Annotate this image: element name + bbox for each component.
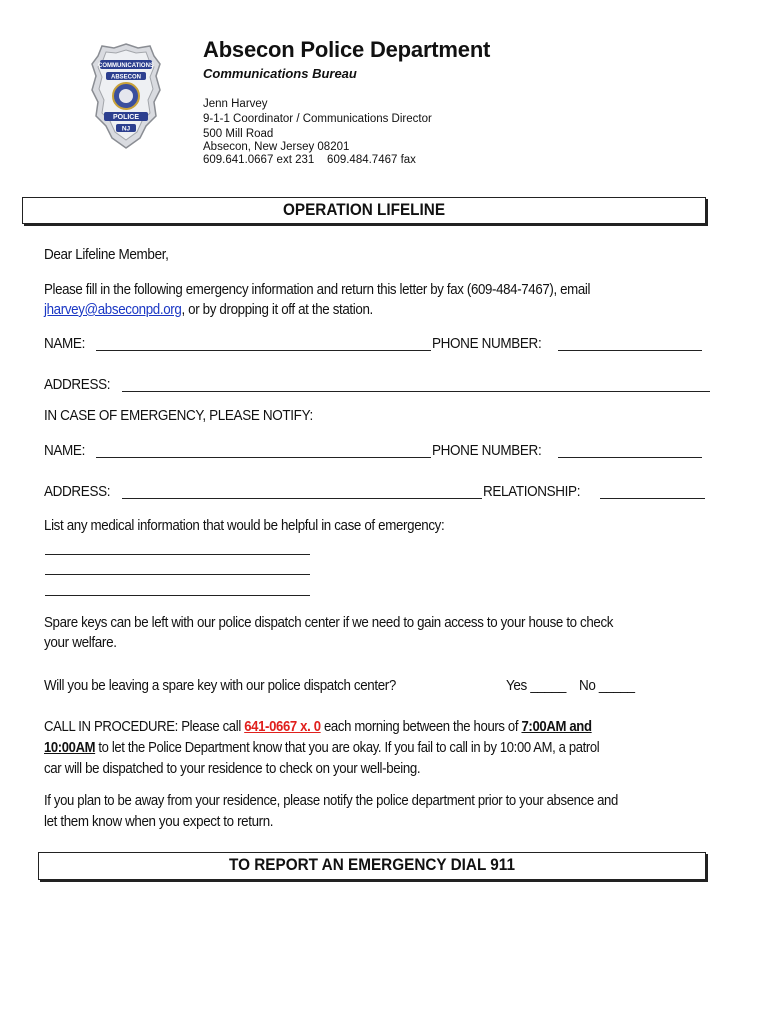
intro-line-2 bbox=[44, 301, 373, 318]
yes-option[interactable]: Yes _____ bbox=[506, 677, 567, 694]
relationship-label: RELATIONSHIP: bbox=[483, 483, 581, 500]
emergency-name-label: NAME: bbox=[44, 442, 85, 459]
phone-field[interactable] bbox=[558, 350, 702, 351]
call-procedure-line-3: car will be dispatched to your residence to check on your well-being. bbox=[44, 760, 421, 777]
spare-keys-line-1: Spare keys can be left with our police dispatch center if we need to gain access to your house to check bbox=[44, 614, 614, 631]
medical-heading: List any medical information that would be helpful in case of emergency: bbox=[44, 517, 445, 534]
department-name: Absecon Police Department bbox=[203, 37, 491, 62]
intro-line-1: Please fill in the following emergency information and return this letter by fax (609-484-7467), email bbox=[44, 281, 591, 298]
spare-keys-line-2: your welfare. bbox=[44, 634, 117, 651]
emergency-phone-label: PHONE NUMBER: bbox=[432, 442, 542, 459]
title-box bbox=[22, 197, 706, 224]
name-label: NAME: bbox=[44, 335, 85, 352]
away-line-2: let them know when you expect to return. bbox=[44, 813, 274, 830]
address-label: ADDRESS: bbox=[44, 376, 111, 393]
call-procedure-line-1 bbox=[44, 718, 592, 735]
medical-line-3[interactable] bbox=[45, 595, 310, 596]
medical-line-2[interactable] bbox=[45, 574, 310, 575]
address-field[interactable] bbox=[122, 391, 710, 392]
contact-title: 9-1-1 Coordinator / Communications Director bbox=[203, 113, 432, 125]
phone-fax: 609.641.0667 ext 231 609.484.7467 fax bbox=[203, 154, 416, 166]
no-option[interactable]: No _____ bbox=[579, 677, 635, 694]
contact-name: Jenn Harvey bbox=[203, 98, 268, 110]
emergency-heading: IN CASE OF EMERGENCY, PLEASE NOTIFY: bbox=[44, 407, 313, 424]
badge-police-text: POLICE bbox=[112, 114, 140, 121]
email-link[interactable]: jharvey@abseconpd.org bbox=[44, 301, 182, 318]
call-number: 641-0667 x. 0 bbox=[244, 718, 321, 735]
emergency-footer-box bbox=[38, 852, 706, 880]
emergency-name-field[interactable] bbox=[96, 457, 431, 458]
badge-city-text: ABSECON bbox=[110, 74, 142, 81]
call-procedure-line-2 bbox=[44, 739, 599, 756]
address-line-1: 500 Mill Road bbox=[203, 128, 274, 140]
spare-key-question: Will you be leaving a spare key with our police dispatch center? bbox=[44, 677, 396, 694]
phone-label: PHONE NUMBER: bbox=[432, 335, 542, 352]
intro-rest: , or by dropping it off at the station. bbox=[181, 301, 373, 318]
bureau-name: Communications Bureau bbox=[203, 66, 357, 81]
badge-top-text: COMMUNICATIONS bbox=[98, 63, 154, 69]
badge-state-text: NJ bbox=[121, 125, 131, 133]
relationship-field[interactable] bbox=[600, 498, 705, 499]
call-middle: each morning between the hours of bbox=[320, 718, 522, 735]
call-prefix: CALL IN PROCEDURE: Please call bbox=[44, 718, 245, 735]
emergency-footer-text: TO REPORT AN EMERGENCY DIAL 911 bbox=[229, 855, 515, 874]
medical-line-1[interactable] bbox=[45, 554, 310, 555]
page-title: OPERATION LIFELINE bbox=[282, 200, 446, 219]
name-field[interactable] bbox=[96, 350, 431, 351]
away-line-1: If you plan to be away from your residence, please notify the police department prior to your absence and bbox=[44, 792, 618, 809]
emergency-address-field[interactable] bbox=[122, 498, 482, 499]
call-time-1: 7:00AM and bbox=[521, 718, 592, 735]
police-badge-logo bbox=[90, 42, 162, 152]
emergency-address-label: ADDRESS: bbox=[44, 483, 111, 500]
address-line-2: Absecon, New Jersey 08201 bbox=[203, 141, 350, 153]
greeting: Dear Lifeline Member, bbox=[44, 246, 169, 263]
call-rest: to let the Police Department know that you are okay. If you fail to call in by 10:00 AM, a patrol bbox=[95, 739, 600, 756]
emergency-phone-field[interactable] bbox=[558, 457, 702, 458]
call-time-2: 10:00AM bbox=[44, 739, 96, 756]
